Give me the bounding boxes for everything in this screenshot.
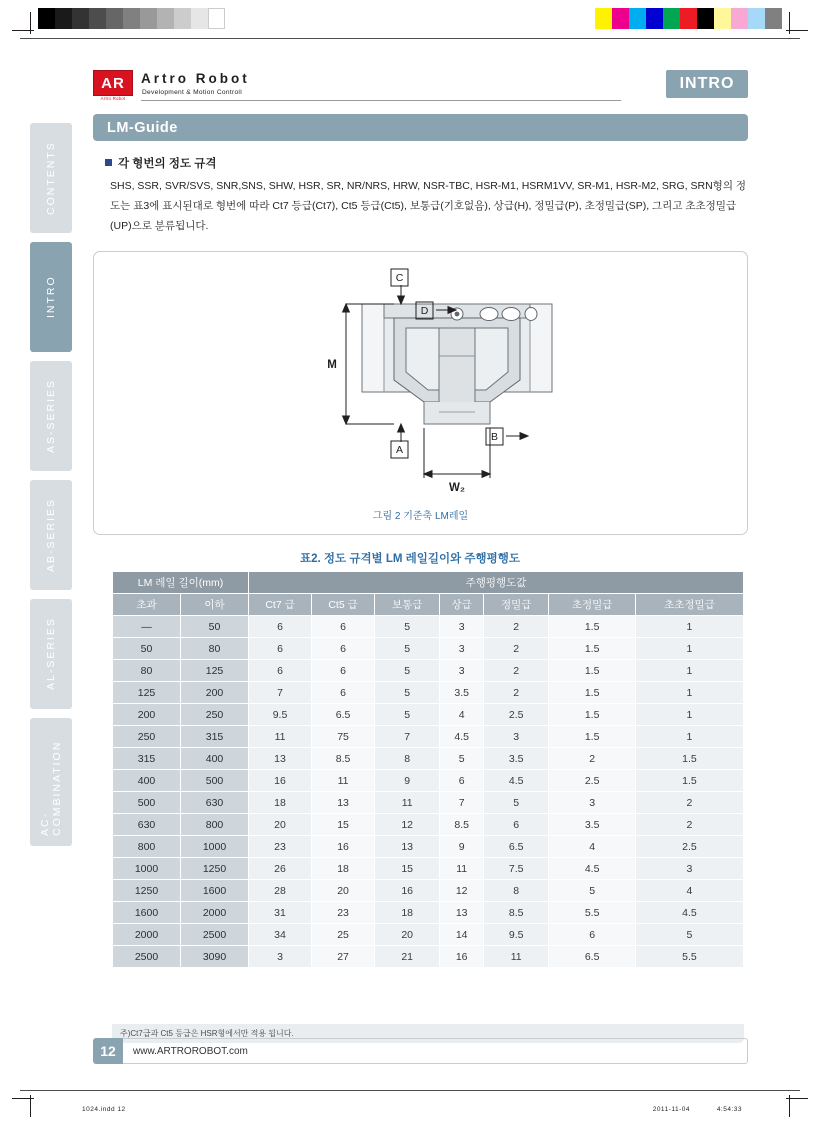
- print-slug-file: 1024.indd 12: [82, 1106, 126, 1113]
- cell-value: 18: [249, 792, 311, 813]
- cell-value: 1: [636, 616, 743, 637]
- cell-value: 3: [440, 616, 483, 637]
- cell-over: 630: [113, 814, 180, 835]
- cell-value: 31: [249, 902, 311, 923]
- section-paragraph: SHS, SSR, SVR/SVS, SNR,SNS, SHW, HSR, SR, NR/NRS, HRW, NSR-TBC, HSR-M1, HSRM1VV, SR-M1, HSR-M2, SRG, SRN형의 정도는 표3에 표시된대로 형번에 따라 Ct7 등급(Ct7), Ct5 등급(Ct5), 보통급(기호없음), 상급(H), 정밀급(P), 초정밀급(SP), 그리고 초초정밀급(UP)으로 분류됩니다.: [110, 180, 747, 232]
- cell-value: 6: [249, 660, 311, 681]
- cell-value: 8: [484, 880, 548, 901]
- table-row: [113, 704, 743, 725]
- cell-under: 125: [181, 660, 248, 681]
- cell-over: —: [113, 616, 180, 637]
- cell-value: 8.5: [484, 902, 548, 923]
- print-slug-date: 2011-11-04: [652, 1106, 690, 1113]
- company-logo-subtext: Artro Robot: [100, 96, 126, 101]
- cell-value: 4: [636, 880, 743, 901]
- cell-value: 6.5: [484, 836, 548, 857]
- cell-over: 2000: [113, 924, 180, 945]
- cell-value: 4.5: [484, 770, 548, 791]
- cell-value: 20: [375, 924, 439, 945]
- cell-over: 500: [113, 792, 180, 813]
- table-row: [113, 946, 743, 967]
- cell-value: 2: [636, 792, 743, 813]
- cell-under: 80: [181, 638, 248, 659]
- cell-value: 6: [549, 924, 635, 945]
- cell-value: 4: [549, 836, 635, 857]
- company-logo-mark: AR: [93, 70, 133, 96]
- page-number: 12: [93, 1038, 123, 1064]
- cell-value: 18: [312, 858, 374, 879]
- cell-value: 7: [249, 682, 311, 703]
- cell-value: 2: [484, 682, 548, 703]
- table-row: [113, 660, 743, 681]
- cell-under: 2500: [181, 924, 248, 945]
- cell-value: 6: [484, 814, 548, 835]
- table-row: [113, 792, 743, 813]
- cell-value: 16: [249, 770, 311, 791]
- table-note: 주)Ct7급과 Ct5 등급은 HSR형에서만 적용 됩니다.: [112, 1024, 744, 1043]
- table-row: [113, 616, 743, 637]
- cell-over: 800: [113, 836, 180, 857]
- cell-value: 1: [636, 726, 743, 747]
- page-title: LM-Guide: [93, 114, 748, 141]
- header-under: 이하: [181, 594, 248, 615]
- cell-value: 12: [375, 814, 439, 835]
- cell-value: 6: [249, 616, 311, 637]
- brand-header: [93, 70, 748, 104]
- cell-value: 13: [440, 902, 483, 923]
- print-slug-time: 4:54:33: [716, 1106, 742, 1113]
- section-badge: INTRO: [666, 70, 748, 98]
- cell-value: 6.5: [549, 946, 635, 967]
- sidebar-item-label: AC-COMBINATION: [39, 740, 63, 836]
- cell-over: 125: [113, 682, 180, 703]
- header-super-precision: 초정밀급: [549, 594, 635, 615]
- cell-value: 1: [636, 638, 743, 659]
- sidebar-item-intro[interactable]: [30, 242, 72, 352]
- cell-value: 11: [249, 726, 311, 747]
- header-normal: 보통급: [375, 594, 439, 615]
- document-page: [0, 38, 820, 1078]
- header-rail-length: LM 레일 길이(mm): [113, 572, 248, 593]
- cell-value: 5.5: [636, 946, 743, 967]
- sidebar-item-contents[interactable]: [30, 123, 72, 233]
- accuracy-table: [112, 571, 744, 968]
- cell-value: 20: [249, 814, 311, 835]
- cell-value: 16: [312, 836, 374, 857]
- cell-value: 2.5: [636, 836, 743, 857]
- table-row: [113, 770, 743, 791]
- cell-value: 14: [440, 924, 483, 945]
- cell-value: 5.5: [549, 902, 635, 923]
- cell-value: 2: [636, 814, 743, 835]
- cell-value: 1.5: [549, 638, 635, 659]
- color-calibration-bar: [595, 8, 782, 29]
- cell-value: 1.5: [636, 748, 743, 769]
- datum-label-d: D: [420, 305, 429, 317]
- company-tagline: Development & Motion Controll: [142, 89, 242, 96]
- cell-value: 9.5: [249, 704, 311, 725]
- cell-value: 9: [440, 836, 483, 857]
- table-row: [113, 726, 743, 747]
- cell-value: 6.5: [312, 704, 374, 725]
- figure-caption: 그림 2 기준축 LM레일: [372, 511, 469, 522]
- cell-value: 25: [312, 924, 374, 945]
- cell-under: 800: [181, 814, 248, 835]
- sidebar-item-label: INTRO: [45, 275, 57, 319]
- cell-value: 18: [375, 902, 439, 923]
- page-bottom-rule: [20, 1090, 800, 1091]
- cell-value: 4.5: [549, 858, 635, 879]
- section-heading-label: 각 형번의 정도 규격: [118, 158, 217, 170]
- cell-under: 1600: [181, 880, 248, 901]
- cell-value: 5: [375, 616, 439, 637]
- cell-value: 5: [375, 638, 439, 659]
- cell-value: 3: [636, 858, 743, 879]
- cell-value: 1: [636, 682, 743, 703]
- cell-value: 1.5: [549, 726, 635, 747]
- cell-value: 1: [636, 660, 743, 681]
- cell-over: 1000: [113, 858, 180, 879]
- cell-value: 6: [312, 660, 374, 681]
- cell-value: 6: [440, 770, 483, 791]
- table-row: [113, 880, 743, 901]
- cell-value: 5: [375, 660, 439, 681]
- cell-value: 3.5: [440, 682, 483, 703]
- cell-under: 315: [181, 726, 248, 747]
- cell-value: 26: [249, 858, 311, 879]
- header-parallelism: 주행평행도값: [249, 572, 743, 593]
- table-row: [113, 858, 743, 879]
- cell-value: 4.5: [440, 726, 483, 747]
- cell-value: 20: [312, 880, 374, 901]
- cell-under: 500: [181, 770, 248, 791]
- table-row: [113, 836, 743, 857]
- cell-value: 2: [484, 660, 548, 681]
- cell-value: 11: [484, 946, 548, 967]
- cell-value: 1.5: [549, 704, 635, 725]
- cell-value: 2: [484, 616, 548, 637]
- cell-over: 2500: [113, 946, 180, 967]
- cell-value: 8.5: [440, 814, 483, 835]
- sidebar-item-label: AL-SERIES: [45, 617, 57, 691]
- cell-value: 5: [375, 704, 439, 725]
- cell-value: 11: [375, 792, 439, 813]
- sidebar-item-ab-series[interactable]: [30, 480, 72, 590]
- header-precision: 정밀급: [484, 594, 548, 615]
- cell-value: 3: [440, 660, 483, 681]
- cell-value: 28: [249, 880, 311, 901]
- cell-over: 80: [113, 660, 180, 681]
- cell-value: 7.5: [484, 858, 548, 879]
- cell-value: 5: [375, 682, 439, 703]
- cell-over: 200: [113, 704, 180, 725]
- header-ct7: Ct7 급: [249, 594, 311, 615]
- cell-value: 4.5: [636, 902, 743, 923]
- cell-under: 630: [181, 792, 248, 813]
- cell-value: 4: [440, 704, 483, 725]
- company-name: Artro Robot: [141, 71, 250, 86]
- sidebar-item-label: AB-SERIES: [45, 497, 57, 573]
- sidebar-item-label: AS-SERIES: [45, 378, 57, 454]
- dimension-label-m: M: [327, 359, 337, 371]
- cell-over: 50: [113, 638, 180, 659]
- cell-value: 6: [249, 638, 311, 659]
- cell-value: 12: [440, 880, 483, 901]
- cell-value: 7: [440, 792, 483, 813]
- table-row: [113, 638, 743, 659]
- cell-value: 3: [249, 946, 311, 967]
- cell-value: 5: [440, 748, 483, 769]
- cell-value: 13: [375, 836, 439, 857]
- sidebar-item-label: CONTENTS: [45, 141, 57, 215]
- cell-over: 250: [113, 726, 180, 747]
- cell-value: 2: [484, 638, 548, 659]
- cell-value: 5: [636, 924, 743, 945]
- cell-value: 11: [440, 858, 483, 879]
- cell-value: 27: [312, 946, 374, 967]
- table-row: [113, 902, 743, 923]
- cell-value: 1: [636, 704, 743, 725]
- cell-under: 200: [181, 682, 248, 703]
- header-high: 상급: [440, 594, 483, 615]
- sidebar-item-as-series[interactable]: [30, 361, 72, 471]
- cell-value: 1.5: [636, 770, 743, 791]
- cell-value: 9: [375, 770, 439, 791]
- cell-value: 9.5: [484, 924, 548, 945]
- cell-under: 1000: [181, 836, 248, 857]
- cell-value: 2.5: [549, 770, 635, 791]
- cell-value: 13: [312, 792, 374, 813]
- cell-value: 23: [249, 836, 311, 857]
- table-title: 표2. 정도 규격별 LM 레일길이와 주행평행도: [300, 553, 520, 565]
- header-ultra-precision: 초초정밀급: [636, 594, 743, 615]
- cell-value: 6: [312, 638, 374, 659]
- sidebar: [30, 123, 72, 855]
- cell-value: 21: [375, 946, 439, 967]
- footer-url[interactable]: www.ARTROROBOT.com: [123, 1038, 748, 1064]
- cell-value: 11: [312, 770, 374, 791]
- cell-value: 5: [549, 880, 635, 901]
- cell-value: 1.5: [549, 682, 635, 703]
- cell-value: 2.5: [484, 704, 548, 725]
- bullet-square-icon: [105, 159, 112, 166]
- table-body: [113, 616, 743, 967]
- sidebar-item-ac-combination[interactable]: [30, 718, 72, 846]
- figure-drawing: [94, 252, 749, 536]
- figure-lm-rail: [93, 251, 748, 535]
- cell-under: 400: [181, 748, 248, 769]
- cell-over: 400: [113, 770, 180, 791]
- cell-value: 8: [375, 748, 439, 769]
- cell-value: 16: [375, 880, 439, 901]
- grayscale-calibration-bar: [38, 8, 225, 29]
- cell-value: 3.5: [484, 748, 548, 769]
- datum-label-c: C: [395, 272, 404, 284]
- cell-value: 6: [312, 682, 374, 703]
- page-top-rule: [20, 38, 800, 39]
- header-ct5: Ct5 급: [312, 594, 374, 615]
- cell-value: 3: [549, 792, 635, 813]
- sidebar-item-al-series[interactable]: [30, 599, 72, 709]
- datum-label-b: B: [490, 431, 499, 443]
- cell-value: 75: [312, 726, 374, 747]
- cell-value: 8.5: [312, 748, 374, 769]
- table-row: [113, 748, 743, 769]
- cell-value: 6: [312, 616, 374, 637]
- cell-over: 1600: [113, 902, 180, 923]
- table-row: [113, 924, 743, 945]
- cell-value: 2: [549, 748, 635, 769]
- datum-label-a: A: [395, 444, 404, 456]
- cell-value: 1.5: [549, 616, 635, 637]
- table-row: [113, 682, 743, 703]
- cell-value: 13: [249, 748, 311, 769]
- header-over: 초과: [113, 594, 180, 615]
- section-heading: [105, 155, 216, 171]
- cell-under: 50: [181, 616, 248, 637]
- cell-value: 3: [484, 726, 548, 747]
- dimension-label-w2: W₂: [449, 482, 465, 494]
- cell-under: 3090: [181, 946, 248, 967]
- cell-value: 34: [249, 924, 311, 945]
- cell-under: 1250: [181, 858, 248, 879]
- table-header-row: [113, 594, 743, 615]
- table-row: [113, 814, 743, 835]
- cell-value: 3.5: [549, 814, 635, 835]
- cell-value: 15: [312, 814, 374, 835]
- cell-value: 23: [312, 902, 374, 923]
- cell-under: 250: [181, 704, 248, 725]
- page-footer: [93, 1038, 748, 1064]
- cell-value: 7: [375, 726, 439, 747]
- cell-over: 1250: [113, 880, 180, 901]
- cell-value: 5: [484, 792, 548, 813]
- cell-value: 16: [440, 946, 483, 967]
- cell-value: 15: [375, 858, 439, 879]
- cell-value: 1.5: [549, 660, 635, 681]
- cell-value: 3: [440, 638, 483, 659]
- cell-under: 2000: [181, 902, 248, 923]
- header-rule: [141, 100, 621, 101]
- cell-over: 315: [113, 748, 180, 769]
- table-header-group-row: [113, 572, 743, 593]
